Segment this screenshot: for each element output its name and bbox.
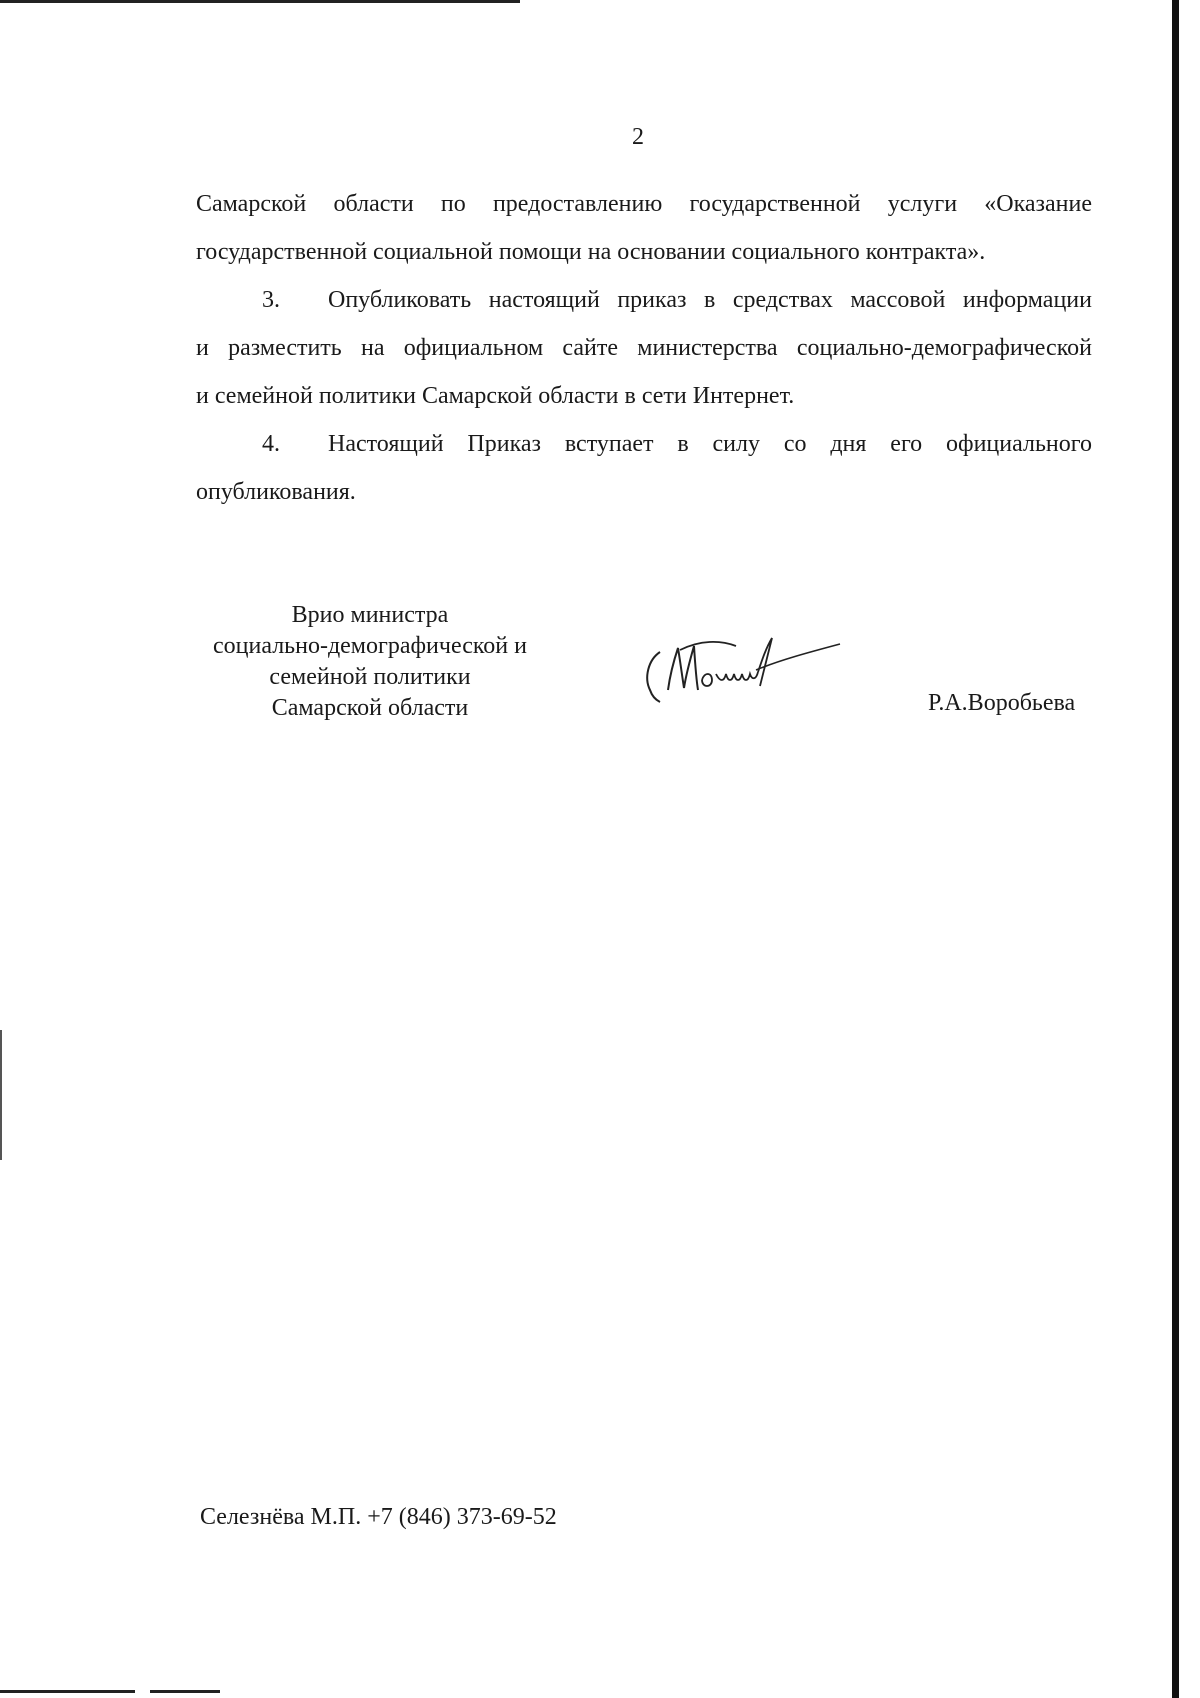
signatory-title-line: социально-демографической и bbox=[212, 633, 527, 659]
text-line: и разместить на официальном сайте министерства социально-демографической bbox=[196, 335, 1092, 361]
text-line bbox=[196, 276, 1092, 324]
scan-artifact-bottom bbox=[0, 1690, 135, 1693]
text-line: и семейной политики Самарской области в сети Интернет. bbox=[196, 383, 795, 409]
paragraph-1 bbox=[196, 180, 1092, 276]
text-line-content: Настоящий Приказ вступает в силу со дня его официального bbox=[328, 431, 1092, 457]
scan-artifact-bottom bbox=[150, 1690, 220, 1693]
scan-artifact-right-edge bbox=[1172, 0, 1179, 1698]
paragraph-4 bbox=[196, 420, 1092, 516]
item-number: 4. bbox=[262, 431, 280, 457]
executor-contact: Селезнёва М.П. +7 (846) 373-69-52 bbox=[200, 1504, 557, 1530]
page-number: 2 bbox=[632, 124, 644, 150]
signer-name: Р.А.Воробьева bbox=[928, 690, 1076, 716]
paragraph-3 bbox=[196, 276, 1092, 420]
text-line: Самарской области по предоставлению государственной услуги «Оказание bbox=[196, 191, 1092, 217]
text-line-content: Опубликовать настоящий приказ в средствах массовой информации bbox=[328, 287, 1092, 313]
text-line bbox=[196, 420, 1092, 468]
text-line: государственной социальной помощи на основании социального контракта». bbox=[196, 239, 986, 265]
signatory-title-line: Самарской области bbox=[271, 695, 469, 721]
text-line: опубликования. bbox=[196, 479, 356, 505]
scan-artifact-top bbox=[0, 0, 520, 3]
signatory-title bbox=[190, 600, 550, 724]
item-number: 3. bbox=[262, 287, 280, 313]
signatory-title-line: Врио министра bbox=[291, 602, 449, 628]
scan-artifact-left-mark bbox=[0, 1030, 2, 1160]
handwritten-signature bbox=[640, 630, 860, 710]
signatory-title-line: семейной политики bbox=[269, 664, 471, 690]
